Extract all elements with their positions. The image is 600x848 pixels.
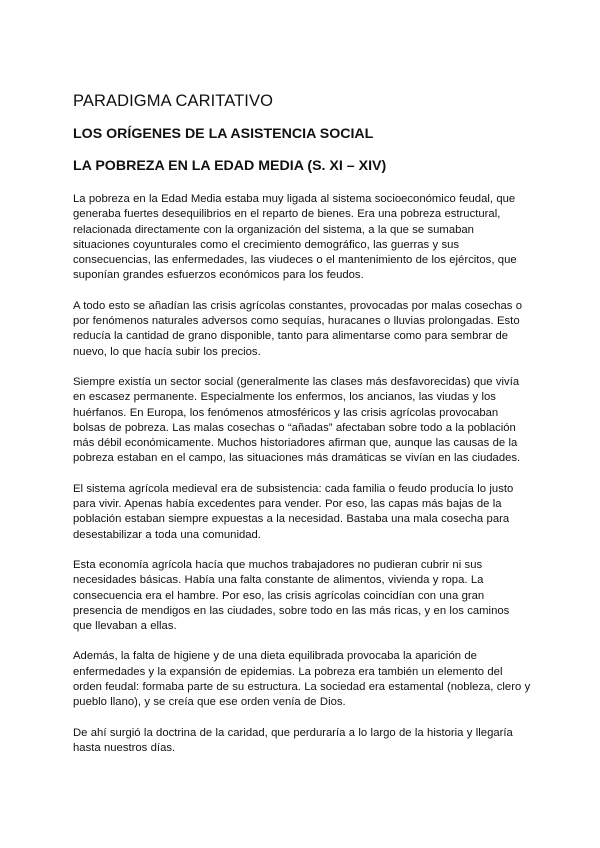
- section-heading-middle-ages: LA POBREZA EN LA EDAD MEDIA (S. XI – XIV): [73, 158, 387, 174]
- paragraph-list: [73, 192, 531, 756]
- paragraph: Siempre existía un sector social (generalmente las clases más desfavorecidas) que vivía en escasez permanente. Especialmente los enfermos, los ancianos, las viudas y los huérfanos. En Europa, los fenómenos atmosféricos y las crisis agrícolas provocaban bolsas de pobreza. Las malas cosechas o “añadas” afectaban sobre todo a la población más débil económicamente. Muchos historiadores afirman que, aunque las causas de la pobreza estaban en el campo, las situaciones más dramáticas se vivían en las ciudades.: [73, 375, 521, 465]
- paragraph: De ahí surgió la doctrina de la caridad, que perduraría a lo largo de la historia y llegaría hasta nuestros días.: [73, 726, 513, 754]
- document-title: PARADIGMA CARITATIVO: [73, 92, 274, 110]
- paragraph: El sistema agrícola medieval era de subsistencia: cada familia o feudo producía lo justo para vivir. Apenas había excedentes para vender. Por eso, las capas más bajas de la población estaban siempre expuestas a la necesidad. Bastaba una mala cosecha para desestabilizar a toda una comunidad.: [73, 482, 514, 541]
- paragraph: Además, la falta de higiene y de una dieta equilibrada provocaba la aparición de enfermedades y la expansión de epidemias. La pobreza era también un elemento del orden feudal: formaba parte de su estructura. La sociedad era estamental (nobleza, clero y pueblo llano), y se creía que ese orden venía de Dios.: [73, 650, 531, 709]
- paragraph: A todo esto se añadían las crisis agrícolas constantes, provocadas por malas cosechas o por fenómenos naturales adversos como sequías, huracanes o lluvias prolongadas. Esto reducía la cantidad de grano disponible, tanto para alimentarse como para sembrar de nuevo, lo que hacía subir los precios.: [73, 299, 523, 358]
- document-body: [73, 91, 531, 771]
- paragraph: Esta economía agrícola hacía que muchos trabajadores no pudieran cubrir ni sus necesidades básicas. Había una falta constante de alimentos, vivienda y ropa. La consecuencia era el hambre. Por eso, las crisis agrícolas coincidían con una gran presencia de mendigos en las ciudades, sobre todo en las más ricas, y en los caminos que llevaban a ellas.: [73, 558, 510, 633]
- paragraph: La pobreza en la Edad Media estaba muy ligada al sistema socioeconómico feudal, que generaba fuertes desequilibrios en el reparto de bienes. Era una pobreza estructural, relacionada directamente con la organización del sistema, a la que se sumaban situaciones coyunturales como el crecimiento demográfico, las guerras y sus consecuencias, las enfermedades, las viudeces o el mantenimiento de los ejércitos, que suponían grandes esfuerzos económicos para los feudos.: [73, 193, 517, 282]
- section-heading-origins: LOS ORÍGENES DE LA ASISTENCIA SOCIAL: [73, 126, 374, 142]
